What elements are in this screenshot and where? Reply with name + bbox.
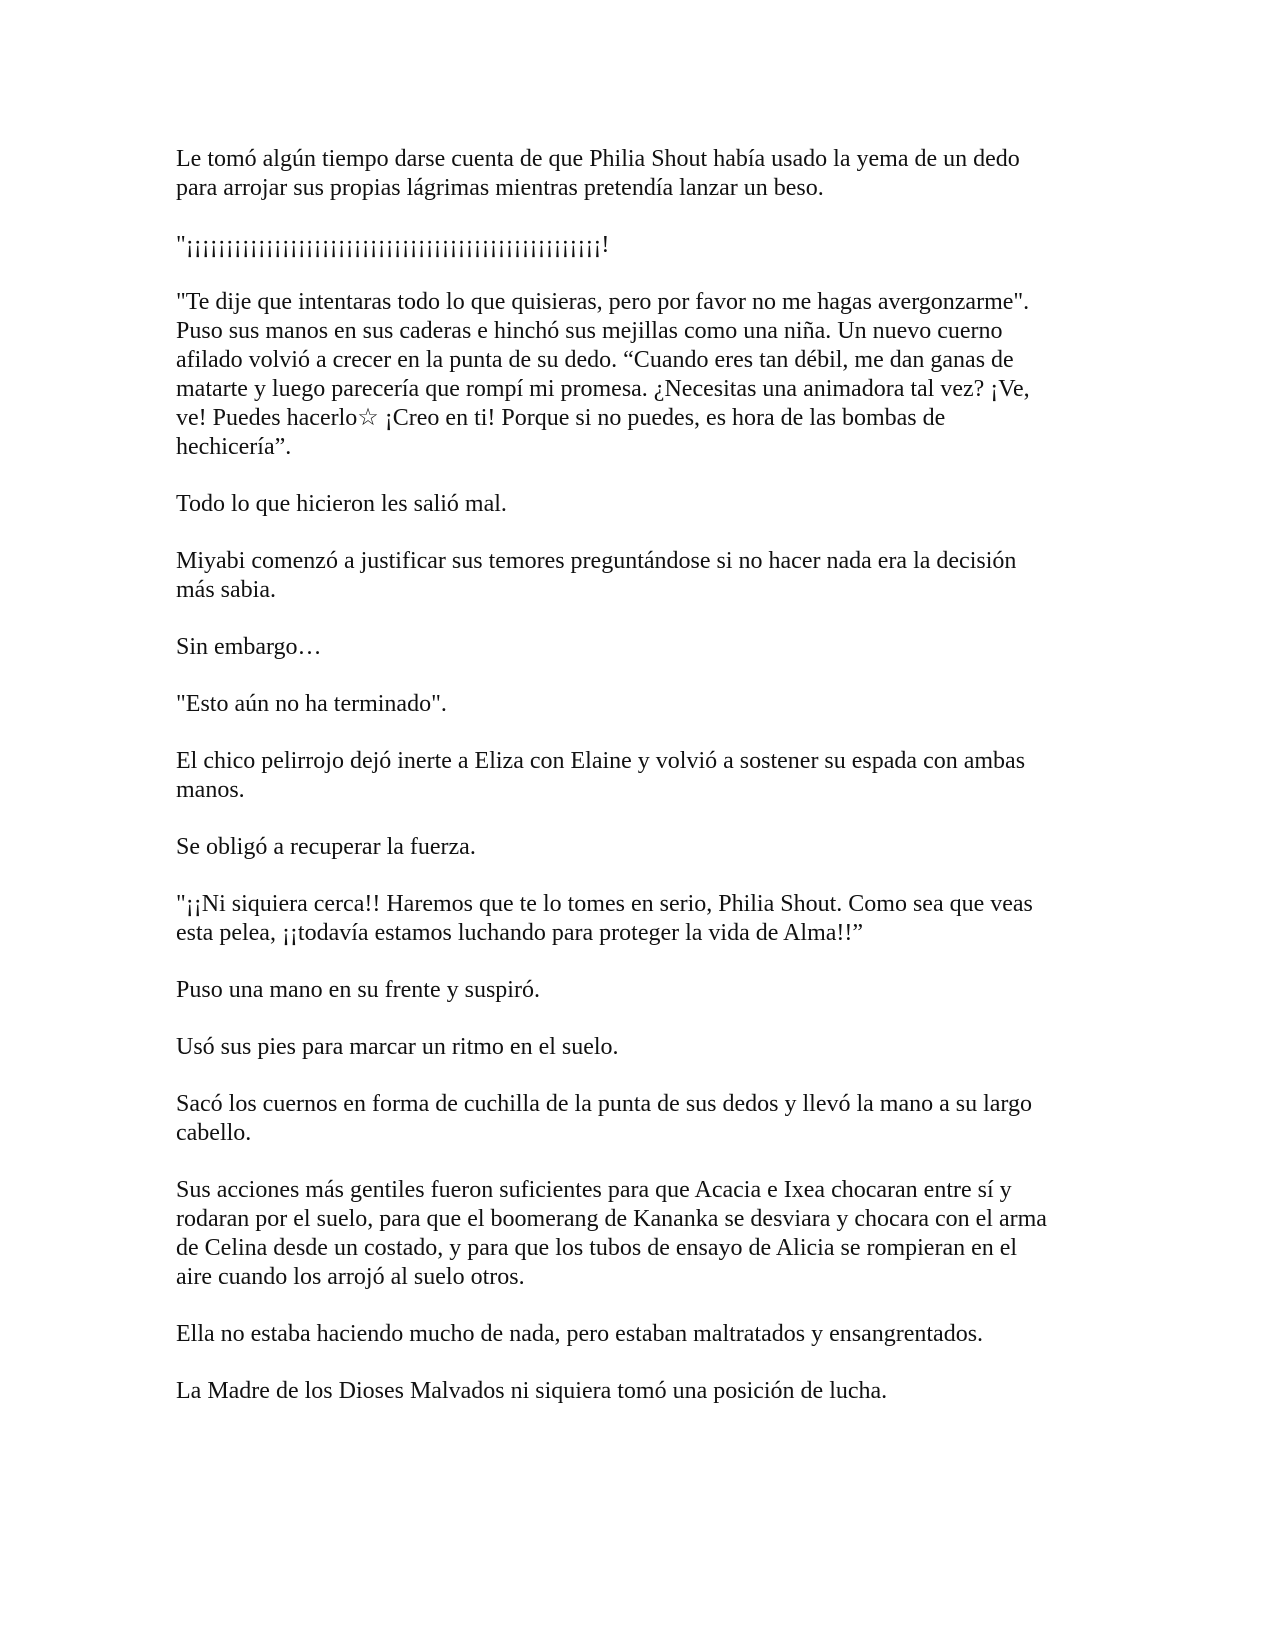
paragraph: "Esto aún no ha terminado". [176, 691, 447, 717]
paragraph: Ella no estaba haciendo mucho de nada, pero estaban maltratados y ensangrentados. [176, 1321, 984, 1347]
paragraph: "¡¡Ni siquiera cerca!! Haremos que te lo tomes en serio, Philia Shout. Como sea que veas esta pelea, ¡¡todavía estamos luchando para proteger la vida de Alma!!” [176, 891, 1033, 946]
document-body [176, 145, 1096, 1434]
paragraph: Le tomó algún tiempo darse cuenta de que Philia Shout había usado la yema de un dedo para arrojar sus propias lágrimas mientras pretendía lanzar un beso. [176, 146, 1020, 201]
paragraph: Puso una mano en su frente y suspiró. [176, 977, 540, 1003]
paragraph: Sacó los cuernos en forma de cuchilla de la punta de sus dedos y llevó la mano a su largo cabello. [176, 1091, 1032, 1146]
paragraph: Sin embargo… [176, 634, 322, 660]
paragraph: "Te dije que intentaras todo lo que quisieras, pero por favor no me hagas avergonzarme". Puso sus manos en sus caderas e hinchó sus mejillas como una niña. Un nuevo cuerno afilado volvió a crecer en la punta de su dedo. “Cuando eres tan débil, me dan ganas de matarte y luego parecería que rompí mi promesa. ¿Necesitas una animadora tal vez? ¡Ve, ve! Puedes hacerlo☆ ¡Creo en ti! Porque si no puedes, es hora de las bombas de hechicería”. [176, 289, 1030, 460]
paragraph: Todo lo que hicieron les salió mal. [176, 491, 507, 517]
paragraph: "¡¡¡¡¡¡¡¡¡¡¡¡¡¡¡¡¡¡¡¡¡¡¡¡¡¡¡¡¡¡¡¡¡¡¡¡¡¡¡¡¡¡¡¡¡¡¡¡¡¡¡¡! [176, 232, 610, 258]
paragraph: Miyabi comenzó a justificar sus temores preguntándose si no hacer nada era la decisión más sabia. [176, 548, 1017, 603]
paragraph: La Madre de los Dioses Malvados ni siquiera tomó una posición de lucha. [176, 1378, 888, 1404]
paragraph: Usó sus pies para marcar un ritmo en el suelo. [176, 1034, 619, 1060]
paragraph: El chico pelirrojo dejó inerte a Eliza con Elaine y volvió a sostener su espada con ambas manos. [176, 748, 1026, 803]
paragraph: Sus acciones más gentiles fueron suficientes para que Acacia e Ixea chocaran entre sí y rodaran por el suelo, para que el boomerang de Kananka se desviara y chocara con el arma de Celina desde un costado, y para que los tubos de ensayo de Alicia se rompieran en el aire cuando los arrojó al suelo otros. [176, 1177, 1047, 1290]
paragraph: Se obligó a recuperar la fuerza. [176, 834, 476, 860]
